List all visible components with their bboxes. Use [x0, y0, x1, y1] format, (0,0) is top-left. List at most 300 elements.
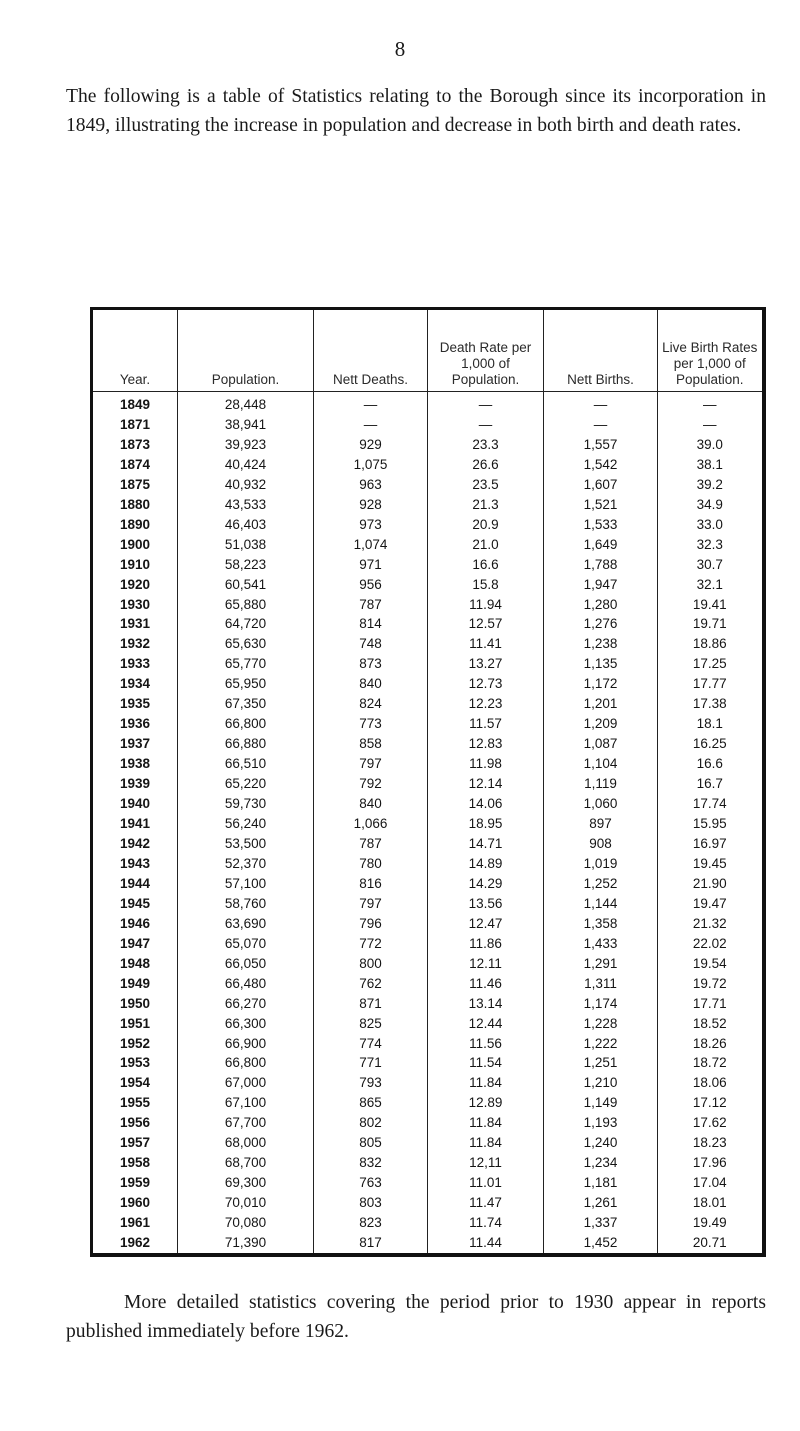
cell-year: 1951: [92, 1014, 178, 1034]
cell-death-rate: 12.83: [428, 734, 544, 754]
table-row: [92, 1213, 764, 1233]
cell-death-rate: 12.14: [428, 774, 544, 794]
cell-birth-rate: 17.04: [692, 1175, 727, 1191]
cell-death-rate: 11.57: [428, 714, 544, 734]
cell-death-rate: 23.3: [428, 435, 544, 455]
cell-nett-births: 1,222: [544, 1034, 658, 1054]
table-row: [92, 1014, 764, 1034]
cell-birth-rate: 19.41: [692, 596, 727, 612]
cell-nett-births: 1,238: [544, 634, 658, 654]
cell-nett-deaths: 971: [314, 555, 428, 575]
cell-birth-rate: 22.02: [692, 935, 727, 951]
cell-birth-rate: 16.6: [696, 756, 723, 772]
cell-population: 60,541: [178, 575, 314, 595]
table-row: [92, 994, 764, 1014]
cell-birth-rate: 39.2: [696, 476, 723, 492]
cell-year: 1871: [92, 415, 178, 435]
table-row: [92, 595, 764, 615]
table-row: [92, 1153, 764, 1173]
cell-birth-rate: 19.45: [692, 855, 727, 871]
header-nett-deaths: Nett Deaths.: [314, 309, 428, 392]
cell-year: 1920: [92, 575, 178, 595]
cell-birth-rate: 18.1: [696, 716, 723, 732]
table-row: [92, 1034, 764, 1054]
cell-nett-births: 1,149: [544, 1093, 658, 1113]
cell-death-rate: 13.14: [428, 994, 544, 1014]
cell-year: 1941: [92, 814, 178, 834]
cell-year: 1945: [92, 894, 178, 914]
cell-population: 66,900: [178, 1034, 314, 1054]
table-row: [92, 614, 764, 634]
cell-nett-births: 1,135: [544, 654, 658, 674]
cell-death-rate: 11.98: [428, 754, 544, 774]
cell-nett-births: 897: [544, 814, 658, 834]
cell-birth-rate: 15.95: [692, 816, 727, 832]
cell-death-rate: 12.89: [428, 1093, 544, 1113]
cell-nett-births: 1,060: [544, 794, 658, 814]
cell-birth-rate: 16.97: [692, 835, 727, 851]
table-row: [92, 954, 764, 974]
cell-nett-deaths: 802: [314, 1113, 428, 1133]
cell-death-rate: 11.84: [428, 1073, 544, 1093]
cell-nett-deaths: 763: [314, 1173, 428, 1193]
cell-nett-deaths: 748: [314, 634, 428, 654]
cell-year: 1957: [92, 1133, 178, 1153]
cell-death-rate: 11.84: [428, 1133, 544, 1153]
cell-nett-births: 1,557: [544, 435, 658, 455]
cell-death-rate: 12.11: [428, 954, 544, 974]
cell-population: 58,223: [178, 555, 314, 575]
cell-birth-rate: 19.47: [692, 895, 727, 911]
table-row: [92, 894, 764, 914]
cell-birth-rate: 18.72: [692, 1055, 727, 1071]
table-row: [92, 495, 764, 515]
table-row: [92, 874, 764, 894]
cell-birth-rate: 19.49: [692, 1215, 727, 1231]
cell-nett-deaths: 796: [314, 914, 428, 934]
cell-birth-rate: 17.12: [692, 1095, 727, 1111]
table-row: [92, 1193, 764, 1213]
cell-population: 28,448: [178, 392, 314, 415]
table-row: [92, 674, 764, 694]
cell-year: 1849: [92, 392, 178, 415]
cell-death-rate: 11.01: [428, 1173, 544, 1193]
cell-year: 1935: [92, 694, 178, 714]
cell-year: 1875: [92, 475, 178, 495]
cell-nett-births: 1,276: [544, 614, 658, 634]
cell-population: 71,390: [178, 1233, 314, 1255]
cell-population: 67,350: [178, 694, 314, 714]
cell-population: 65,880: [178, 595, 314, 615]
table-row: [92, 754, 764, 774]
cell-nett-births: 1,291: [544, 954, 658, 974]
cell-death-rate: 11.41: [428, 634, 544, 654]
cell-birth-rate: 17.71: [692, 995, 727, 1011]
cell-birth-rate: 17.38: [692, 696, 727, 712]
cell-nett-deaths: 871: [314, 994, 428, 1014]
cell-nett-births: 1,433: [544, 934, 658, 954]
cell-population: 67,700: [178, 1113, 314, 1133]
cell-birth-rate: 17.77: [692, 676, 727, 692]
table-row: [92, 535, 764, 555]
cell-population: 69,300: [178, 1173, 314, 1193]
cell-nett-births: 1,181: [544, 1173, 658, 1193]
cell-death-rate: 18.95: [428, 814, 544, 834]
cell-nett-births: 1,201: [544, 694, 658, 714]
cell-population: 57,100: [178, 874, 314, 894]
cell-nett-deaths: 929: [314, 435, 428, 455]
cell-birth-rate: 18.86: [692, 636, 727, 652]
cell-nett-deaths: 873: [314, 654, 428, 674]
cell-year: 1910: [92, 555, 178, 575]
table-row: [92, 734, 764, 754]
cell-population: 66,510: [178, 754, 314, 774]
cell-death-rate: 26.6: [428, 455, 544, 475]
cell-nett-deaths: 772: [314, 934, 428, 954]
cell-death-rate: 14.29: [428, 874, 544, 894]
cell-population: 66,800: [178, 1053, 314, 1073]
cell-year: 1900: [92, 535, 178, 555]
cell-birth-rate: 18.52: [692, 1015, 727, 1031]
cell-death-rate: 11.56: [428, 1034, 544, 1054]
cell-year: 1937: [92, 734, 178, 754]
cell-nett-deaths: 787: [314, 834, 428, 854]
cell-birth-rate: 39.0: [696, 436, 723, 452]
cell-birth-rate: 18.06: [692, 1075, 727, 1091]
table-row: [92, 694, 764, 714]
cell-year: 1956: [92, 1113, 178, 1133]
cell-nett-deaths: 793: [314, 1073, 428, 1093]
cell-population: 70,080: [178, 1213, 314, 1233]
cell-birth-rate: 18.23: [692, 1135, 727, 1151]
cell-death-rate: 13.27: [428, 654, 544, 674]
cell-population: 53,500: [178, 834, 314, 854]
cell-death-rate: —: [428, 415, 544, 435]
cell-population: 65,220: [178, 774, 314, 794]
cell-nett-deaths: 774: [314, 1034, 428, 1054]
cell-birth-rate: —: [703, 416, 717, 432]
cell-birth-rate: 17.96: [692, 1155, 727, 1171]
cell-nett-births: 1,193: [544, 1113, 658, 1133]
cell-population: 67,000: [178, 1073, 314, 1093]
header-nett-births: Nett Births.: [544, 309, 658, 392]
cell-nett-births: 1,210: [544, 1073, 658, 1093]
cell-year: 1933: [92, 654, 178, 674]
cell-death-rate: 23.5: [428, 475, 544, 495]
cell-birth-rate: 18.01: [692, 1195, 727, 1211]
cell-year: 1944: [92, 874, 178, 894]
cell-birth-rate: 16.25: [692, 736, 727, 752]
cell-population: 68,700: [178, 1153, 314, 1173]
cell-death-rate: —: [428, 392, 544, 415]
table-row: [92, 794, 764, 814]
cell-nett-births: 1,228: [544, 1014, 658, 1034]
cell-nett-deaths: 1,066: [314, 814, 428, 834]
table-row: [92, 575, 764, 595]
cell-death-rate: 20.9: [428, 515, 544, 535]
cell-nett-deaths: 780: [314, 854, 428, 874]
cell-birth-rate: 17.62: [692, 1115, 727, 1131]
cell-death-rate: 13.56: [428, 894, 544, 914]
cell-birth-rate: 32.1: [696, 576, 723, 592]
cell-population: 43,533: [178, 495, 314, 515]
page-number: 8: [394, 37, 406, 61]
cell-nett-deaths: 928: [314, 495, 428, 515]
intro-paragraph: The following is a table of Statistics relating to the Borough since its incorporation in 1849, illustrating the increase in population and decrease in both birth and death rates.: [66, 86, 766, 136]
table-row: [92, 714, 764, 734]
header-birth-rate: Live Birth Rates per 1,000 of Population.: [658, 309, 764, 392]
cell-year: 1958: [92, 1153, 178, 1173]
cell-year: 1938: [92, 754, 178, 774]
cell-population: 66,880: [178, 734, 314, 754]
cell-nett-births: 1,280: [544, 595, 658, 615]
header-population: Population.: [178, 309, 314, 392]
cell-death-rate: 12.73: [428, 674, 544, 694]
table-body: [92, 392, 764, 1255]
cell-population: 65,770: [178, 654, 314, 674]
cell-year: 1952: [92, 1034, 178, 1054]
cell-nett-births: 1,358: [544, 914, 658, 934]
cell-nett-deaths: 792: [314, 774, 428, 794]
cell-population: 52,370: [178, 854, 314, 874]
cell-population: 70,010: [178, 1193, 314, 1213]
cell-year: 1953: [92, 1053, 178, 1073]
cell-population: 63,690: [178, 914, 314, 934]
cell-year: 1955: [92, 1093, 178, 1113]
table-row: [92, 415, 764, 435]
cell-year: 1880: [92, 495, 178, 515]
cell-birth-rate: 17.25: [692, 656, 727, 672]
cell-population: 66,300: [178, 1014, 314, 1034]
cell-birth-rate: 20.71: [692, 1235, 727, 1251]
cell-nett-deaths: —: [314, 415, 428, 435]
table-row: [92, 1133, 764, 1153]
cell-birth-rate: 32.3: [696, 536, 723, 552]
cell-death-rate: 11.46: [428, 974, 544, 994]
cell-death-rate: 12.57: [428, 614, 544, 634]
cell-death-rate: 15.8: [428, 575, 544, 595]
cell-death-rate: 12.44: [428, 1014, 544, 1034]
table-row: [92, 654, 764, 674]
cell-death-rate: 11.94: [428, 595, 544, 615]
cell-nett-deaths: 816: [314, 874, 428, 894]
cell-year: 1960: [92, 1193, 178, 1213]
cell-birth-rate: 21.32: [692, 915, 727, 931]
cell-nett-births: 1,649: [544, 535, 658, 555]
cell-death-rate: 11.47: [428, 1193, 544, 1213]
statistics-table: [90, 307, 766, 1257]
cell-population: 67,100: [178, 1093, 314, 1113]
cell-death-rate: 11.74: [428, 1213, 544, 1233]
cell-nett-births: 1,087: [544, 734, 658, 754]
cell-nett-births: 1,119: [544, 774, 658, 794]
cell-nett-deaths: 832: [314, 1153, 428, 1173]
footer-note: More detailed statistics covering the period prior to 1930 appear in reports published immediately before 1962.: [66, 1292, 766, 1342]
table-row: [92, 634, 764, 654]
cell-year: 1943: [92, 854, 178, 874]
cell-nett-births: 1,019: [544, 854, 658, 874]
cell-birth-rate: 18.26: [692, 1035, 727, 1051]
cell-nett-births: 1,607: [544, 475, 658, 495]
cell-death-rate: 12.23: [428, 694, 544, 714]
cell-nett-deaths: 814: [314, 614, 428, 634]
cell-year: 1949: [92, 974, 178, 994]
cell-nett-births: 1,234: [544, 1153, 658, 1173]
cell-nett-deaths: 956: [314, 575, 428, 595]
table-row: [92, 392, 764, 415]
cell-nett-births: 1,172: [544, 674, 658, 694]
table-row: [92, 774, 764, 794]
cell-population: 40,424: [178, 455, 314, 475]
table-row: [92, 435, 764, 455]
cell-year: 1934: [92, 674, 178, 694]
cell-population: 46,403: [178, 515, 314, 535]
cell-nett-births: 1,144: [544, 894, 658, 914]
table-header-row: [92, 309, 764, 392]
cell-nett-deaths: 773: [314, 714, 428, 734]
cell-year: 1874: [92, 455, 178, 475]
table-row: [92, 1073, 764, 1093]
cell-year: 1939: [92, 774, 178, 794]
cell-population: 65,630: [178, 634, 314, 654]
table-row: [92, 475, 764, 495]
cell-death-rate: 21.0: [428, 535, 544, 555]
cell-nett-births: —: [544, 392, 658, 415]
cell-nett-births: 1,337: [544, 1213, 658, 1233]
cell-population: 38,941: [178, 415, 314, 435]
cell-nett-births: 1,261: [544, 1193, 658, 1213]
cell-death-rate: 14.71: [428, 834, 544, 854]
cell-death-rate: 12,11: [428, 1153, 544, 1173]
cell-nett-deaths: 805: [314, 1133, 428, 1153]
table-row: [92, 914, 764, 934]
cell-population: 40,932: [178, 475, 314, 495]
table-row: [92, 834, 764, 854]
cell-population: 66,270: [178, 994, 314, 1014]
cell-birth-rate: 16.7: [696, 776, 723, 792]
cell-nett-deaths: 771: [314, 1053, 428, 1073]
header-death-rate: Death Rate per 1,000 of Population.: [428, 309, 544, 392]
cell-population: 65,070: [178, 934, 314, 954]
cell-nett-deaths: 787: [314, 595, 428, 615]
cell-nett-deaths: 800: [314, 954, 428, 974]
cell-population: 64,720: [178, 614, 314, 634]
cell-death-rate: 11.54: [428, 1053, 544, 1073]
table-row: [92, 974, 764, 994]
cell-nett-births: 1,788: [544, 555, 658, 575]
cell-death-rate: 14.06: [428, 794, 544, 814]
cell-nett-deaths: 858: [314, 734, 428, 754]
cell-birth-rate: —: [703, 397, 717, 412]
cell-nett-deaths: 973: [314, 515, 428, 535]
cell-population: 58,760: [178, 894, 314, 914]
cell-death-rate: 11.84: [428, 1113, 544, 1133]
cell-year: 1947: [92, 934, 178, 954]
table-row: [92, 1233, 764, 1255]
cell-nett-births: 1,542: [544, 455, 658, 475]
cell-birth-rate: 21.90: [692, 875, 727, 891]
cell-nett-births: 1,240: [544, 1133, 658, 1153]
cell-nett-deaths: 1,075: [314, 455, 428, 475]
cell-nett-births: 1,311: [544, 974, 658, 994]
cell-year: 1961: [92, 1213, 178, 1233]
cell-nett-deaths: 840: [314, 674, 428, 694]
cell-death-rate: 16.6: [428, 555, 544, 575]
cell-birth-rate: 19.72: [692, 975, 727, 991]
cell-birth-rate: 34.9: [696, 496, 723, 512]
table-row: [92, 934, 764, 954]
cell-nett-deaths: —: [314, 392, 428, 415]
cell-year: 1942: [92, 834, 178, 854]
cell-population: 39,923: [178, 435, 314, 455]
cell-nett-deaths: 817: [314, 1233, 428, 1255]
cell-year: 1890: [92, 515, 178, 535]
cell-nett-births: 1,521: [544, 495, 658, 515]
header-year: Year.: [92, 309, 178, 392]
cell-population: 65,950: [178, 674, 314, 694]
table-row: [92, 555, 764, 575]
cell-nett-births: 1,251: [544, 1053, 658, 1073]
cell-nett-deaths: 865: [314, 1093, 428, 1113]
table-row: [92, 1173, 764, 1193]
cell-year: 1950: [92, 994, 178, 1014]
cell-population: 68,000: [178, 1133, 314, 1153]
cell-nett-deaths: 963: [314, 475, 428, 495]
cell-nett-deaths: 797: [314, 754, 428, 774]
cell-nett-deaths: 824: [314, 694, 428, 714]
cell-nett-births: —: [544, 415, 658, 435]
cell-year: 1873: [92, 435, 178, 455]
cell-nett-deaths: 1,074: [314, 535, 428, 555]
cell-birth-rate: 19.54: [692, 955, 727, 971]
cell-year: 1931: [92, 614, 178, 634]
table-row: [92, 1093, 764, 1113]
cell-nett-deaths: 840: [314, 794, 428, 814]
cell-population: 66,480: [178, 974, 314, 994]
cell-nett-deaths: 825: [314, 1014, 428, 1034]
cell-population: 56,240: [178, 814, 314, 834]
cell-birth-rate: 33.0: [696, 516, 723, 532]
cell-nett-deaths: 803: [314, 1193, 428, 1213]
cell-year: 1932: [92, 634, 178, 654]
cell-birth-rate: 38.1: [696, 456, 723, 472]
cell-death-rate: 11.86: [428, 934, 544, 954]
cell-population: 51,038: [178, 535, 314, 555]
cell-nett-births: 1,452: [544, 1233, 658, 1255]
cell-year: 1940: [92, 794, 178, 814]
table-row: [92, 854, 764, 874]
cell-year: 1962: [92, 1233, 178, 1255]
cell-nett-births: 1,947: [544, 575, 658, 595]
cell-population: 66,800: [178, 714, 314, 734]
cell-population: 59,730: [178, 794, 314, 814]
cell-nett-births: 1,104: [544, 754, 658, 774]
cell-year: 1948: [92, 954, 178, 974]
cell-nett-deaths: 797: [314, 894, 428, 914]
cell-nett-deaths: 823: [314, 1213, 428, 1233]
cell-nett-births: 1,209: [544, 714, 658, 734]
table-row: [92, 1113, 764, 1133]
cell-death-rate: 11.44: [428, 1233, 544, 1255]
cell-nett-births: 908: [544, 834, 658, 854]
cell-year: 1959: [92, 1173, 178, 1193]
cell-nett-births: 1,533: [544, 515, 658, 535]
cell-year: 1954: [92, 1073, 178, 1093]
table-row: [92, 515, 764, 535]
cell-death-rate: 14.89: [428, 854, 544, 874]
cell-population: 66,050: [178, 954, 314, 974]
table-row: [92, 1053, 764, 1073]
